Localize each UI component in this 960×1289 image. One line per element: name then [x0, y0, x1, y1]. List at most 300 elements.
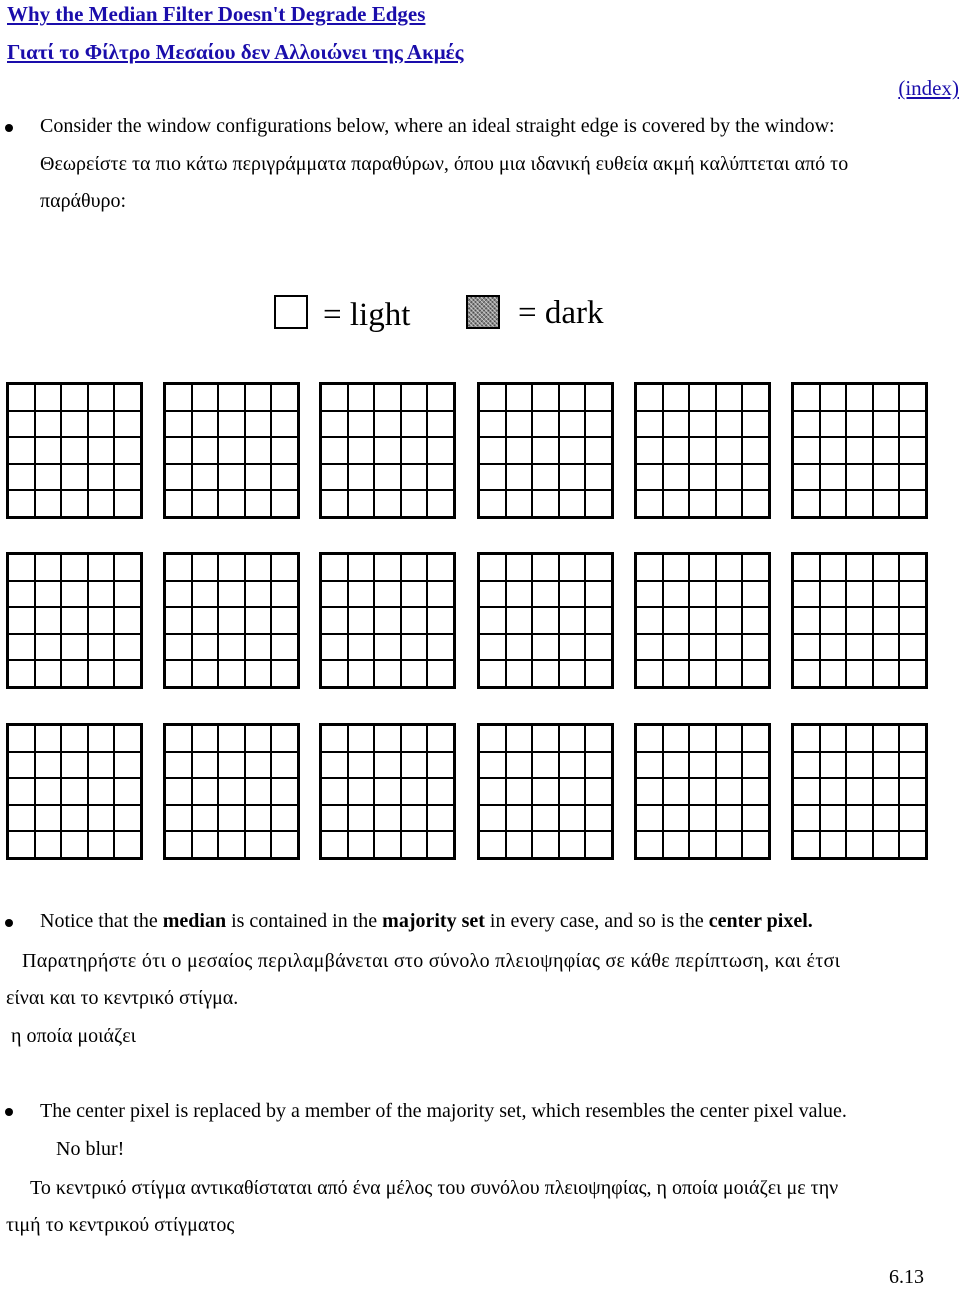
dark-pixel — [742, 778, 769, 805]
light-pixel — [506, 805, 533, 832]
light-pixel — [820, 660, 847, 687]
dark-pixel — [321, 411, 348, 438]
dark-pixel — [8, 437, 35, 464]
dark-pixel — [636, 554, 663, 581]
light-pixel — [321, 752, 348, 779]
dark-pixel — [820, 752, 847, 779]
light-pixel — [585, 464, 612, 491]
light-pixel — [348, 607, 375, 634]
window-grid — [6, 382, 143, 519]
dark-pixel — [716, 554, 743, 581]
dark-pixel — [8, 464, 35, 491]
dark-pixel — [899, 464, 926, 491]
light-pixel — [479, 607, 506, 634]
dark-pixel — [663, 437, 690, 464]
title-greek[interactable]: Γιατί το Φίλτρο Μεσαίου δεν Αλλοιώνει της Ακμές — [7, 40, 464, 64]
para2-bold-center-pixel: center pixel. — [708, 910, 813, 932]
dark-pixel — [636, 607, 663, 634]
light-pixel — [192, 634, 219, 661]
dark-pixel — [114, 660, 141, 687]
light-pixel — [218, 725, 245, 752]
dark-pixel — [479, 411, 506, 438]
para1-english: Consider the window configurations below, where an ideal straight edge is covered by the window: — [40, 115, 835, 137]
dark-pixel — [742, 581, 769, 608]
dark-pixel — [846, 607, 873, 634]
title-english[interactable]: Why the Median Filter Doesn't Degrade Edges — [7, 2, 426, 26]
index-link[interactable]: (index) — [898, 76, 959, 100]
light-pixel — [401, 607, 428, 634]
light-pixel — [35, 464, 62, 491]
light-pixel — [8, 660, 35, 687]
light-pixel — [427, 384, 454, 411]
light-pixel — [61, 660, 88, 687]
dark-pixel — [820, 607, 847, 634]
dark-pixel — [271, 634, 298, 661]
light-pixel — [479, 752, 506, 779]
light-pixel — [61, 581, 88, 608]
dark-pixel — [873, 411, 900, 438]
light-pixel — [61, 490, 88, 517]
light-pixel — [663, 660, 690, 687]
light-pixel — [114, 437, 141, 464]
light-pixel — [165, 660, 192, 687]
light-pixel — [636, 490, 663, 517]
para1-greek-line2: παράθυρο: — [40, 190, 127, 212]
dark-pixel — [427, 725, 454, 752]
dark-pixel — [506, 490, 533, 517]
dark-pixel — [192, 384, 219, 411]
light-pixel — [114, 411, 141, 438]
light-pixel — [218, 660, 245, 687]
light-pixel — [245, 384, 272, 411]
light-pixel — [636, 752, 663, 779]
para1-greek-line1: Θεωρείστε τα πιο κάτω περιγράμματα παραθύρων, όπου μια ιδανική ευθεία ακμή καλύπτεται από το — [40, 153, 849, 175]
dark-pixel — [846, 384, 873, 411]
light-pixel — [793, 490, 820, 517]
light-pixel — [636, 634, 663, 661]
dark-pixel — [899, 437, 926, 464]
light-pixel — [479, 778, 506, 805]
dark-pixel — [532, 581, 559, 608]
window-grid — [163, 723, 300, 860]
light-pixel — [636, 660, 663, 687]
dark-pixel — [899, 831, 926, 858]
light-pixel — [245, 831, 272, 858]
dark-pixel — [271, 554, 298, 581]
light-pixel — [427, 581, 454, 608]
light-pixel — [321, 831, 348, 858]
light-pixel — [663, 778, 690, 805]
dark-pixel — [585, 778, 612, 805]
light-pixel — [374, 831, 401, 858]
dark-pixel — [114, 581, 141, 608]
window-grid — [634, 723, 771, 860]
dark-pixel — [114, 554, 141, 581]
light-pixel — [245, 607, 272, 634]
light-pixel — [559, 831, 586, 858]
light-pixel — [245, 805, 272, 832]
para3-greek-line1: Το κεντρικό στίγμα αντικαθίσταται από ένα μέλος του συνόλου πλειοψηφίας, η οποία μοιάζει με την — [30, 1177, 839, 1199]
light-pixel — [8, 554, 35, 581]
light-pixel — [532, 778, 559, 805]
dark-pixel — [873, 464, 900, 491]
light-pixel — [820, 437, 847, 464]
light-pixel — [427, 411, 454, 438]
light-pixel — [820, 384, 847, 411]
light-pixel — [271, 437, 298, 464]
light-pixel — [61, 384, 88, 411]
light-pixel — [427, 634, 454, 661]
dark-pixel — [271, 581, 298, 608]
light-pixel — [401, 805, 428, 832]
dark-pixel — [663, 490, 690, 517]
light-pixel — [663, 634, 690, 661]
light-pixel — [427, 437, 454, 464]
light-pixel — [636, 778, 663, 805]
dark-pixel — [636, 581, 663, 608]
light-pixel — [585, 607, 612, 634]
light-pixel — [427, 660, 454, 687]
dark-pixel — [585, 554, 612, 581]
light-pixel — [873, 660, 900, 687]
dark-pixel — [114, 725, 141, 752]
light-pixel — [192, 831, 219, 858]
dark-pixel — [506, 464, 533, 491]
dark-pixel — [689, 778, 716, 805]
light-pixel — [820, 411, 847, 438]
dark-pixel — [742, 490, 769, 517]
light-pixel — [8, 831, 35, 858]
dark-pixel — [585, 581, 612, 608]
bullet-1 — [5, 124, 13, 132]
dark-pixel — [8, 411, 35, 438]
dark-pixel — [506, 437, 533, 464]
dark-pixel — [165, 411, 192, 438]
dark-pixel — [716, 778, 743, 805]
light-pixel — [585, 660, 612, 687]
dark-pixel — [820, 554, 847, 581]
dark-pixel — [532, 437, 559, 464]
dark-pixel — [899, 554, 926, 581]
para2-greek-line2: είναι και το κεντρικό στίγμα. — [6, 987, 239, 1009]
light-pixel — [321, 805, 348, 832]
dark-pixel — [245, 725, 272, 752]
dark-pixel — [793, 607, 820, 634]
window-grid — [163, 552, 300, 689]
light-pixel — [427, 607, 454, 634]
dark-pixel — [846, 725, 873, 752]
light-pixel — [114, 831, 141, 858]
dark-pixel — [663, 725, 690, 752]
dark-pixel — [427, 554, 454, 581]
dark-pixel — [559, 464, 586, 491]
dark-pixel — [532, 411, 559, 438]
light-pixel — [245, 411, 272, 438]
dark-pixel — [716, 464, 743, 491]
light-pixel — [348, 805, 375, 832]
light-pixel — [716, 660, 743, 687]
para2-text-3: in every case, and so is the — [484, 910, 709, 932]
dark-pixel — [663, 384, 690, 411]
dark-pixel — [374, 490, 401, 517]
light-pixel — [165, 805, 192, 832]
dark-pixel — [873, 778, 900, 805]
window-grid — [477, 552, 614, 689]
dark-pixel — [506, 411, 533, 438]
dark-pixel — [899, 634, 926, 661]
light-pixel — [506, 752, 533, 779]
dark-pixel — [348, 411, 375, 438]
dark-pixel — [689, 437, 716, 464]
dark-pixel — [820, 634, 847, 661]
dark-pixel — [873, 607, 900, 634]
dark-pixel — [873, 384, 900, 411]
light-pixel — [506, 831, 533, 858]
light-pixel — [663, 831, 690, 858]
light-pixel — [61, 752, 88, 779]
dark-pixel — [846, 437, 873, 464]
light-pixel — [114, 805, 141, 832]
dark-pixel — [88, 581, 115, 608]
light-pixel — [245, 634, 272, 661]
light-pixel — [742, 660, 769, 687]
light-pixel — [793, 660, 820, 687]
light-pixel — [532, 805, 559, 832]
light-pixel — [35, 660, 62, 687]
dark-pixel — [506, 554, 533, 581]
dark-pixel — [585, 752, 612, 779]
dark-pixel — [479, 581, 506, 608]
bullet-2 — [5, 919, 13, 927]
light-pixel — [636, 831, 663, 858]
light-pixel — [820, 464, 847, 491]
dark-pixel — [663, 607, 690, 634]
light-pixel — [114, 752, 141, 779]
light-pixel — [401, 778, 428, 805]
light-pixel — [218, 437, 245, 464]
dark-pixel — [506, 725, 533, 752]
dark-pixel — [427, 752, 454, 779]
light-pixel — [374, 805, 401, 832]
light-pixel — [245, 581, 272, 608]
light-pixel — [192, 805, 219, 832]
dark-pixel — [899, 725, 926, 752]
light-pixel — [114, 464, 141, 491]
dark-pixel — [559, 554, 586, 581]
para2-greek-line3: η οποία μοιάζει — [11, 1025, 137, 1047]
light-pixel — [35, 554, 62, 581]
light-pixel — [636, 384, 663, 411]
light-pixel — [245, 752, 272, 779]
light-pixel — [689, 660, 716, 687]
window-grid — [477, 382, 614, 519]
light-pixel — [793, 437, 820, 464]
window-grid — [634, 382, 771, 519]
light-pixel — [114, 490, 141, 517]
dark-pixel — [742, 725, 769, 752]
light-pixel — [218, 831, 245, 858]
dark-pixel — [689, 752, 716, 779]
light-pixel — [479, 660, 506, 687]
light-pixel — [245, 464, 272, 491]
light-pixel — [35, 607, 62, 634]
dark-pixel — [88, 634, 115, 661]
light-pixel — [35, 831, 62, 858]
dark-pixel — [559, 490, 586, 517]
dark-pixel — [689, 607, 716, 634]
dark-pixel — [742, 805, 769, 832]
light-pixel — [479, 805, 506, 832]
dark-pixel — [689, 581, 716, 608]
para2-greek-line1: Παρατηρήστε ότι ο μεσαίος περιλαμβάνεται στο σύνολο πλειοψηφίας σε κάθε περίπτωση, και έτσι — [22, 950, 841, 972]
dark-pixel — [401, 725, 428, 752]
para2-bold-majority-set: majority set — [382, 910, 485, 932]
light-pixel — [427, 831, 454, 858]
light-pixel — [245, 778, 272, 805]
light-pixel — [165, 752, 192, 779]
dark-pixel — [114, 634, 141, 661]
light-pixel — [192, 581, 219, 608]
light-pixel — [35, 634, 62, 661]
light-pixel — [8, 607, 35, 634]
dark-pixel — [899, 490, 926, 517]
light-pixel — [61, 437, 88, 464]
light-pixel — [35, 752, 62, 779]
dark-pixel — [716, 581, 743, 608]
dark-pixel — [846, 581, 873, 608]
light-pixel — [192, 554, 219, 581]
light-pixel — [506, 778, 533, 805]
light-pixel — [793, 778, 820, 805]
dark-pixel — [479, 464, 506, 491]
dark-pixel — [742, 607, 769, 634]
light-pixel — [321, 660, 348, 687]
dark-pixel — [585, 805, 612, 832]
light-pixel — [218, 607, 245, 634]
dark-pixel — [742, 437, 769, 464]
dark-pixel — [742, 411, 769, 438]
dark-pixel — [532, 490, 559, 517]
dark-pixel — [8, 384, 35, 411]
light-pixel — [165, 831, 192, 858]
light-pixel — [348, 725, 375, 752]
legend-light-swatch — [274, 295, 308, 329]
light-pixel — [689, 805, 716, 832]
light-pixel — [35, 437, 62, 464]
light-pixel — [321, 725, 348, 752]
light-pixel — [348, 831, 375, 858]
dark-pixel — [532, 752, 559, 779]
light-pixel — [559, 805, 586, 832]
light-pixel — [479, 725, 506, 752]
light-pixel — [114, 384, 141, 411]
dark-pixel — [793, 554, 820, 581]
dark-pixel — [585, 725, 612, 752]
page-number: 6.13 — [889, 1266, 924, 1288]
dark-pixel — [689, 554, 716, 581]
light-pixel — [218, 634, 245, 661]
dark-pixel — [532, 725, 559, 752]
dark-pixel — [532, 464, 559, 491]
para2-text-2: is contained in the — [226, 910, 383, 932]
dark-pixel — [271, 752, 298, 779]
light-pixel — [61, 607, 88, 634]
light-pixel — [61, 554, 88, 581]
light-pixel — [348, 581, 375, 608]
dark-pixel — [663, 554, 690, 581]
dark-pixel — [374, 725, 401, 752]
window-grid — [634, 552, 771, 689]
light-pixel — [165, 778, 192, 805]
dark-pixel — [348, 554, 375, 581]
dark-pixel — [192, 464, 219, 491]
light-pixel — [401, 464, 428, 491]
dark-pixel — [321, 490, 348, 517]
light-pixel — [192, 778, 219, 805]
light-pixel — [218, 581, 245, 608]
light-pixel — [585, 634, 612, 661]
dark-pixel — [873, 831, 900, 858]
light-pixel — [793, 831, 820, 858]
dark-pixel — [663, 411, 690, 438]
para2-english — [40, 910, 813, 933]
dark-pixel — [793, 634, 820, 661]
light-pixel — [218, 805, 245, 832]
light-pixel — [192, 725, 219, 752]
light-pixel — [8, 634, 35, 661]
dark-pixel — [165, 384, 192, 411]
light-pixel — [348, 778, 375, 805]
light-pixel — [35, 805, 62, 832]
legend-light-label: = light — [323, 297, 411, 333]
para2-bold-median: median — [162, 910, 227, 932]
light-pixel — [401, 437, 428, 464]
dark-pixel — [873, 490, 900, 517]
dark-pixel — [348, 384, 375, 411]
light-pixel — [427, 464, 454, 491]
light-pixel — [61, 778, 88, 805]
light-pixel — [742, 634, 769, 661]
dark-pixel — [374, 464, 401, 491]
light-pixel — [321, 778, 348, 805]
light-pixel — [899, 660, 926, 687]
dark-pixel — [873, 805, 900, 832]
light-pixel — [585, 490, 612, 517]
dark-pixel — [165, 490, 192, 517]
dark-pixel — [820, 581, 847, 608]
light-pixel — [689, 831, 716, 858]
light-pixel — [374, 752, 401, 779]
light-pixel — [401, 831, 428, 858]
dark-pixel — [506, 384, 533, 411]
light-pixel — [245, 660, 272, 687]
light-pixel — [218, 554, 245, 581]
light-pixel — [321, 634, 348, 661]
dark-pixel — [873, 634, 900, 661]
dark-pixel — [271, 660, 298, 687]
light-pixel — [61, 411, 88, 438]
dark-pixel — [899, 778, 926, 805]
light-pixel — [61, 634, 88, 661]
dark-pixel — [846, 490, 873, 517]
light-pixel — [271, 831, 298, 858]
dark-pixel — [846, 805, 873, 832]
dark-pixel — [742, 752, 769, 779]
light-pixel — [35, 384, 62, 411]
dark-pixel — [88, 660, 115, 687]
light-pixel — [8, 725, 35, 752]
window-grid — [6, 723, 143, 860]
